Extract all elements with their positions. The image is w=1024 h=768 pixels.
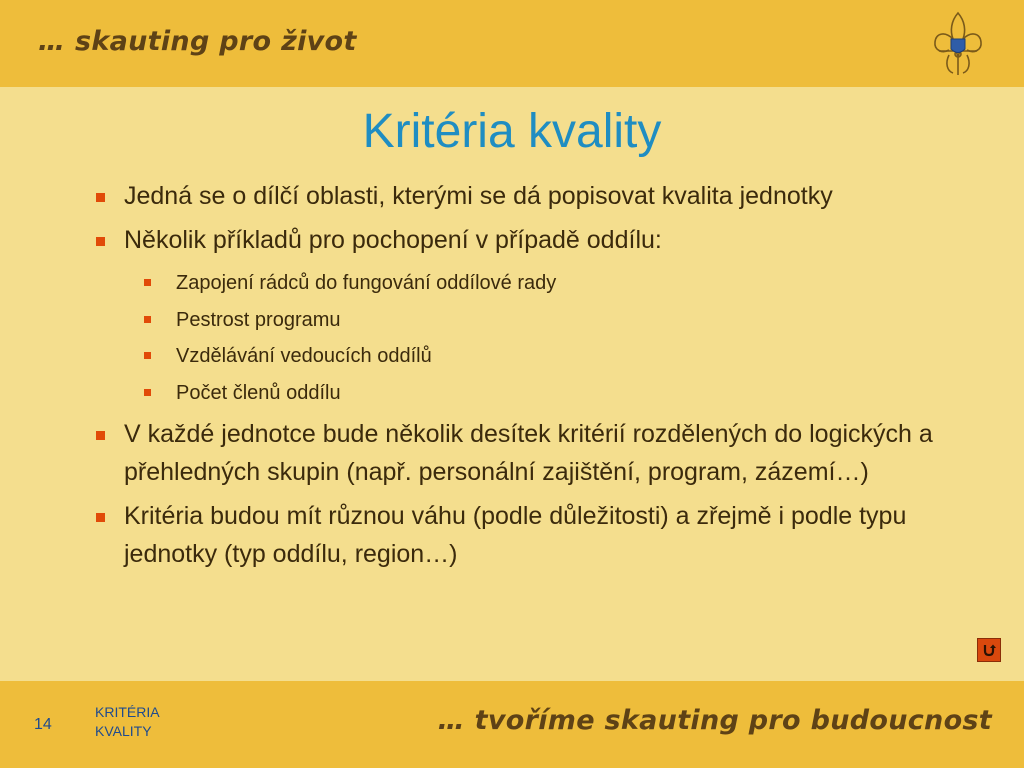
bullet-square-icon — [144, 389, 151, 396]
page-number: 14 — [34, 716, 52, 733]
sub-bullet-item — [144, 338, 984, 375]
bullet-square-icon — [144, 352, 151, 359]
sub-bullet-item — [144, 302, 984, 339]
sub-bullet-item — [144, 265, 984, 302]
sub-bullet-list — [94, 265, 984, 411]
sub-bullet-text: Počet členů oddílu — [176, 381, 341, 404]
sub-bullet-item — [144, 375, 984, 412]
sub-bullet-text: Zapojení rádců do fungování oddílové rady — [176, 272, 557, 294]
bullet-item — [94, 415, 984, 491]
sub-bullet-text: Pestrost programu — [176, 308, 341, 331]
bullet-text: Jedná se o dílčí oblasti, kterými se dá popisovat kvalita jednotky — [124, 182, 833, 210]
return-button[interactable] — [977, 638, 1001, 662]
bullet-text: Několik příkladů pro pochopení v případě oddílu: — [124, 226, 662, 254]
bullet-item — [94, 497, 984, 573]
bullet-square-icon — [144, 316, 151, 323]
scout-lily-emblem-icon — [931, 9, 985, 79]
bullet-square-icon — [96, 237, 105, 246]
bullet-square-icon — [96, 431, 105, 440]
bullet-item — [94, 221, 984, 259]
footer-label-line2: KVALITY — [95, 723, 152, 739]
footer-slogan: … tvoříme skauting pro budoucnost — [437, 705, 992, 736]
footer-label-line1: KRITÉRIA — [95, 704, 160, 720]
bullet-square-icon — [144, 279, 151, 286]
bullet-item — [94, 177, 984, 215]
footer-section-label — [95, 703, 160, 741]
slide-content — [94, 177, 984, 579]
return-arrow-icon — [981, 642, 997, 658]
bullet-text: Kritéria budou mít různou váhu (podle důležitosti) a zřejmě i podle typu jednotky (typ oddílu, region…) — [124, 502, 907, 568]
bullet-square-icon — [96, 513, 105, 522]
header-slogan: … skauting pro život — [38, 26, 357, 57]
slide-title: Kritéria kvality — [362, 105, 662, 158]
bullet-square-icon — [96, 193, 105, 202]
bullet-text: V každé jednotce bude několik desítek kritérií rozdělených do logických a přehledných skupin (např. personální zajištění, program, zázemí…) — [124, 420, 933, 486]
sub-bullet-text: Vzdělávání vedoucích oddílů — [176, 345, 432, 367]
